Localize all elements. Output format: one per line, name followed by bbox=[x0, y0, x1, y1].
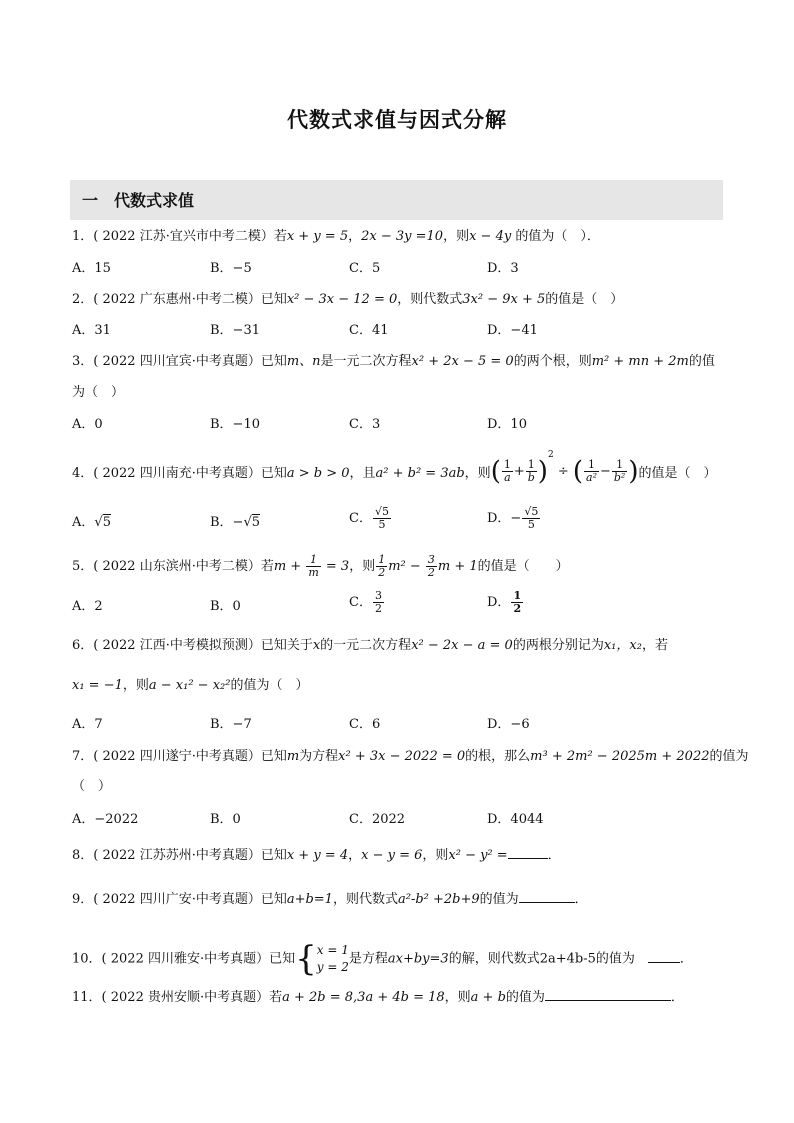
question-9: 9．( 2022 四川广安·中考真题）已知a+b=1，则代数式a²-b² +2b+9的值为 ． bbox=[72, 892, 588, 907]
q4-option-a[interactable]: A．√5 bbox=[72, 515, 111, 530]
q7-option-a[interactable]: A．−2022 bbox=[72, 812, 139, 827]
question-2: 2．( 2022 广东惠州·中考二模）已知x² − 3x − 12 = 0，则代数式3x² − 9x + 5的值是（ ） bbox=[72, 292, 624, 307]
q5-option-c[interactable]: C． $\frac{3}{2}$ bbox=[349, 589, 382, 615]
question-7-cont: （ ） bbox=[72, 779, 112, 794]
q6-option-c[interactable]: C．6 bbox=[349, 717, 381, 732]
question-7: 7．( 2022 四川遂宁·中考真题）已知m为方程x² + 3x − 2022 = 0的根，那么m³ + 2m² − 2025m + 2022的值为 bbox=[72, 749, 749, 764]
q7-option-b[interactable]: B．0 bbox=[210, 812, 241, 827]
q3-option-b[interactable]: B．−10 bbox=[210, 417, 260, 432]
q10-system: x = 1 y = 2 bbox=[316, 943, 349, 974]
q5-option-b[interactable]: B．0 bbox=[210, 599, 241, 614]
question-1: 1．( 2022 江苏·宜兴市中考二模）若x + y = 5，2x − 3y =10，则x − 4y 的值为（ ）． bbox=[72, 229, 600, 244]
q5-option-d[interactable]: D． $\frac{1}{2}$ bbox=[487, 589, 522, 615]
q1-option-b[interactable]: B．−5 bbox=[210, 261, 252, 276]
q3-option-d[interactable]: D．10 bbox=[487, 417, 527, 432]
question-3-cont: 为（ ） bbox=[72, 385, 125, 400]
q5-option-a[interactable]: A．2 bbox=[72, 599, 103, 614]
question-6-cont: x₁ = −1，则a − x₁² − x₂²的值为（ ） bbox=[72, 678, 309, 693]
q5-expression: $\frac{1}{2}$ m² − $\frac{3}{2}$ m + 1 bbox=[378, 553, 478, 579]
q4-option-c[interactable]: C． $\frac{√5}{5}$ bbox=[349, 505, 389, 531]
question-4: 4．( 2022 四川南充·中考真题）已知a > b > 0，且a² + b² = 3ab，则( $\frac{1}{a}$ + $\frac{1}{b}$ )$^2$ ÷ ( $\frac{1}{\text{a²}}$ − $\frac{1}{\text{b²}}$ )的值是（ ） bbox=[72, 462, 717, 485]
system-brace: { bbox=[295, 939, 317, 979]
question-3: 3．( 2022 四川宜宾·中考真题）已知m、n是一元二次方程x² + 2x − 5 = 0的两个根，则m² + mn + 2m的值 bbox=[72, 354, 715, 369]
q6-option-a[interactable]: A．7 bbox=[72, 717, 103, 732]
q2-option-d[interactable]: D．−41 bbox=[487, 323, 538, 338]
question-6: 6．( 2022 江西·中考模拟预测）已知关于x的一元二次方程x² − 2x − a = 0的两根分别记为x₁，x₂，若 bbox=[72, 638, 668, 653]
q2-option-a[interactable]: A．31 bbox=[72, 323, 111, 338]
q11-answer-blank[interactable] bbox=[545, 988, 671, 1001]
q5-condition: m + $\frac{1}{m}$ = 3 bbox=[273, 553, 350, 579]
q3-option-a[interactable]: A．0 bbox=[72, 417, 103, 432]
section-header bbox=[70, 180, 723, 220]
page-title: 代数式求值与因式分解 bbox=[287, 108, 507, 132]
question-10: 10．( 2022 四川雅安·中考真题）已知{ x = 1 y = 2 是方程ax+by=3的解，则代数式2a+4b-5的值为 ． bbox=[72, 939, 693, 979]
q9-answer-blank[interactable] bbox=[519, 890, 575, 903]
q2-option-c[interactable]: C．41 bbox=[349, 323, 389, 338]
q1-option-d[interactable]: D．3 bbox=[487, 261, 519, 276]
q4-option-b[interactable]: B．−√5 bbox=[210, 515, 261, 530]
q7-option-d[interactable]: D．4044 bbox=[487, 812, 544, 827]
q1-option-a[interactable]: A．15 bbox=[72, 261, 111, 276]
q7-option-c[interactable]: C．2022 bbox=[349, 812, 406, 827]
q10-answer-blank[interactable] bbox=[648, 950, 680, 963]
q3-option-c[interactable]: C．3 bbox=[349, 417, 381, 432]
question-11: 11．( 2022 贵州安顺·中考真题）若a + 2b = 8,3a + 4b = 18，则a + b的值为 ． bbox=[72, 990, 684, 1005]
q6-option-b[interactable]: B．−7 bbox=[210, 717, 252, 732]
question-5: 5．( 2022 山东滨州·中考二模）若m + $\frac{1}{m}$ = 3，则 $\frac{1}{2}$ m² − $\frac{3}{2}$ m + 1的值是（ ） bbox=[72, 553, 569, 579]
section-label: 一 代数式求值 bbox=[82, 191, 195, 210]
q8-answer-blank[interactable] bbox=[508, 846, 548, 859]
q4-option-d[interactable]: D．− $\frac{√5}{5}$ bbox=[487, 505, 539, 531]
q4-expression: ( $\frac{1}{a}$ + $\frac{1}{b}$ )$^2$ ÷ ( $\frac{1}{\text{a²}}$ − $\frac{1}{\text{b²}}$ ) bbox=[490, 450, 639, 487]
q2-option-b[interactable]: B．−31 bbox=[210, 323, 260, 338]
q6-option-d[interactable]: D．−6 bbox=[487, 717, 530, 732]
question-8: 8．( 2022 江苏苏州·中考真题）已知x + y = 4，x − y = 6，则x² − y² = ． bbox=[72, 848, 561, 863]
q1-option-c[interactable]: C．5 bbox=[349, 261, 381, 276]
